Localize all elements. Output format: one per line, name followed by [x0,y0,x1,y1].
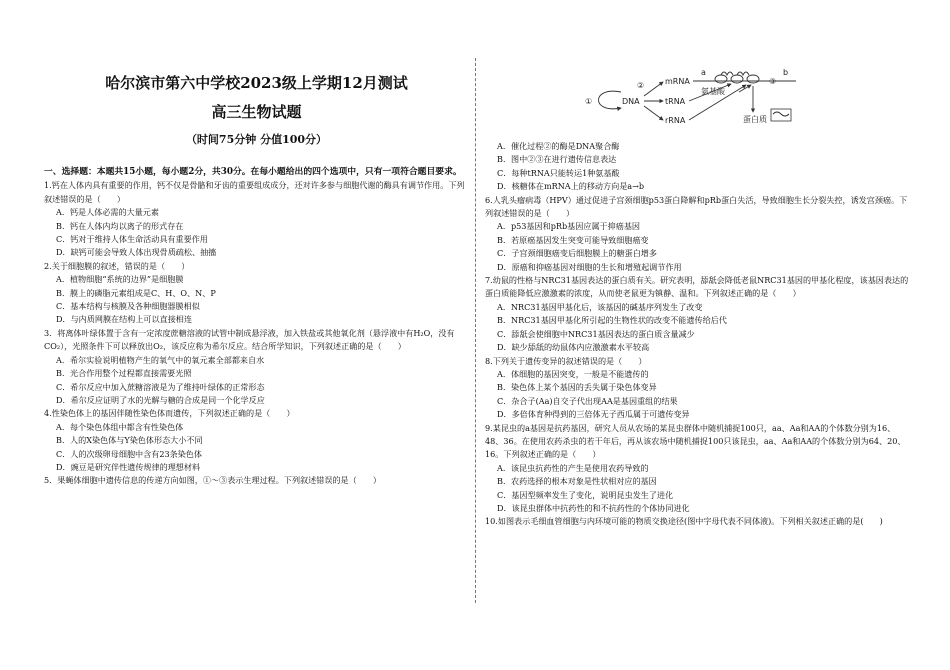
answer-option: D．该昆虫群体中抗药性的和不抗药性的个体协同进化 [497,502,690,513]
answer-option: B．染色体上某个基因的丢失属于染色体变异 [497,382,657,393]
answer-option: A．植物细胞“系统的边界”是细胞膜 [56,274,184,285]
answer-option: A．每个染色体组中都含有性染色体 [56,421,184,432]
gene-expression-diagram [581,64,911,136]
answer-option: A．钙是人体必需的大量元素 [56,207,159,218]
ribosome [715,75,727,83]
answer-option: B．光合作用整个过程都直接需要光照 [56,368,192,379]
answer-option: B．膜上的磷脂元素组成是C、H、O、N、P [56,287,216,298]
question-stem: 5．果蝇体细胞中遗传信息的传递方向如图，①～③表示生理过程。下列叙述错误的是（ ） [44,475,381,486]
exam-subtitle: 高三生物试题 [211,103,302,121]
section-heading: 一、选择题：本题共15小题，每小题2分，共30分。在每小题给出的四个选项中，只有一项符合题目要求。 [44,167,462,177]
dna-to-rrna-arrow [644,106,663,120]
label-rrna: rRNA [665,116,686,125]
label-trna: tRNA [665,97,686,106]
dna-to-mrna-arrow [644,82,663,96]
exam-title: 哈尔滨市第六中学校2023级上学期12月测试 [105,74,408,92]
label-dna: DNA [622,97,640,106]
answer-option: C．子宫颈细胞癌变后细胞膜上的糖蛋白增多 [497,248,657,259]
replication-arrow [599,91,622,109]
answer-option: D．原癌和抑癌基因对细胞的生长和增殖起调节作用 [497,261,682,272]
column-divider [475,58,476,603]
left-question-text [44,166,469,488]
answer-option: C．舔舐会使细胞中NRC31基因表达的蛋白质含量减少 [497,328,695,339]
peptide-chain [721,72,733,75]
answer-option: A．希尔实验说明植物产生的氧气中的氧元素全部都来自水 [56,354,265,365]
label-a: a [701,68,706,77]
answer-option: C．基本结构与核膜及各种细胞器膜相似 [56,301,200,312]
right-question-text [485,140,910,529]
label-process-1: ① [585,97,593,106]
answer-option: D．缺少舔舐的幼鼠体内应激激素水平较高 [497,342,650,353]
label-mrna: mRNA [665,77,690,86]
question-stem: 4.性染色体上的基因伴随性染色体而遗传，下列叙述正确的是（ ） [44,408,295,419]
answer-option: B．钙在人体内均以离子的形式存在 [56,220,184,231]
question-stem: 9.某昆虫的a基因是抗药基因，研究人员从农场的某昆虫群体中随机捕捉100只，aa、Aa和AA的个体数分别为16、48、36。在使用农药杀虫的若干年后，再从该农场中随机捕捉100只该昆虫，aa、Aa和AA的个体数分别为64、20、16。下列叙述正确的是（ ） [485,422,906,460]
exam-info: （时间75分钟 分值100分） [185,133,328,146]
ribosome [731,75,743,83]
protein-icon [773,112,789,116]
label-process-2: ② [637,81,645,90]
answer-option: D．希尔反应证明了水的光解与糖的合成是同一个化学反应 [56,394,265,405]
answer-option: A．NRC31基因甲基化后，该基因的碱基序列发生了改变 [497,301,703,312]
question-stem: 10.如图表示毛细血管细胞与内环境可能的物质交换途径(图中字母代表不同体液)。下列相关叙述正确的是( ) [485,516,883,527]
answer-option: D．核糖体在mRNA上的移动方向是a→b [497,181,645,192]
label-process-3: ③ [769,77,777,86]
answer-option: D．豌豆是研究伴性遗传规律的理想材料 [56,461,201,472]
answer-option: D．与内质网膜在结构上可以直接相连 [56,314,192,325]
answer-option: A．该昆虫抗药性的产生是使用农药导致的 [497,462,649,473]
answer-option: C．每种tRNA只能转运1种氨基酸 [497,167,620,178]
answer-option: B．人的X染色体与Y染色体形态大小不同 [56,435,203,446]
answer-option: B．NRC31基因甲基化所引起的生物性状的改变不能遗传给后代 [497,315,727,326]
answer-option: D．多倍体育种得到的三倍体无子西瓜属于可遗传变异 [497,409,690,420]
question-stem: 6.人乳头瘤病毒（HPV）通过促进子宫颈细胞p53蛋白降解和pRb蛋白失活，导致细胞生长分裂失控，诱发宫颈癌。下列叙述错误的是（ ） [485,194,908,219]
ribosome [747,75,759,83]
label-protein: 蛋白质 [743,115,767,124]
answer-option: C．基因型频率发生了变化，说明昆虫发生了进化 [497,489,674,500]
answer-option: B．图中②③在进行遗传信息表达 [497,154,617,165]
answer-option: C．希尔反应中加入蔗糖溶液是为了维持叶绿体的正常形态 [56,381,265,392]
question-stem: 7.幼鼠的性格与NRC31基因表达的蛋白质有关。研究表明，舔舐会降低老鼠NRC31基因的甲基化程度，该基因表达的蛋白质能降低应激激素的浓度，从而使老鼠更为镇静、温和。下列叙述正确的是（ ） [485,275,909,299]
answer-option: B．农药选择的根本对象是性状相对应的基因 [497,476,657,487]
question-stem: 8.下列关于遗传变异的叙述错误的是（ ） [485,355,647,366]
label-amino-acid: 氨基酸 [701,87,725,96]
answer-option: D．缺钙可能会导致人体出现骨质疏松、抽搐 [56,247,217,258]
question-stem: 2.关于细胞膜的叙述，错误的是（ ） [44,260,190,271]
peptide-chain [737,72,749,75]
answer-option: B．若原癌基因发生突变可能导致细胞癌变 [497,234,649,245]
answer-option: A．体细胞的基因突变，一般是不能遗传的 [497,368,649,379]
answer-option: C．钙对于维持人体生命活动具有重要作用 [56,234,208,245]
answer-option: A．p53基因和pRb基因应属于抑癌基因 [497,221,641,232]
label-b: b [783,68,789,77]
answer-option: C．人的次级卵母细胞中含有23条染色体 [56,448,202,459]
answer-option: C．杂合子(Aa)自交子代出现AA是基因重组的结果 [497,395,678,406]
answer-option: A．催化过程②的酶是DNA聚合酶 [497,141,620,151]
question-stem: 3．将离体叶绿体置于含有一定浓度蔗糖溶液的试管中制成悬浮液，加入铁盐或其他氧化剂（悬浮液中有H₂O，没有CO₂），光照条件下可以释放出O₂，该反应称为希尔反应。结合所学知识，下列叙述正确的是（ ） [44,327,455,352]
question-stem: 1.钙在人体内具有重要的作用，钙不仅是骨骼和牙齿的重要组成成分，还对许多参与细胞代谢的酶具有调节作用。下列叙述错误的是（ ） [44,180,465,204]
